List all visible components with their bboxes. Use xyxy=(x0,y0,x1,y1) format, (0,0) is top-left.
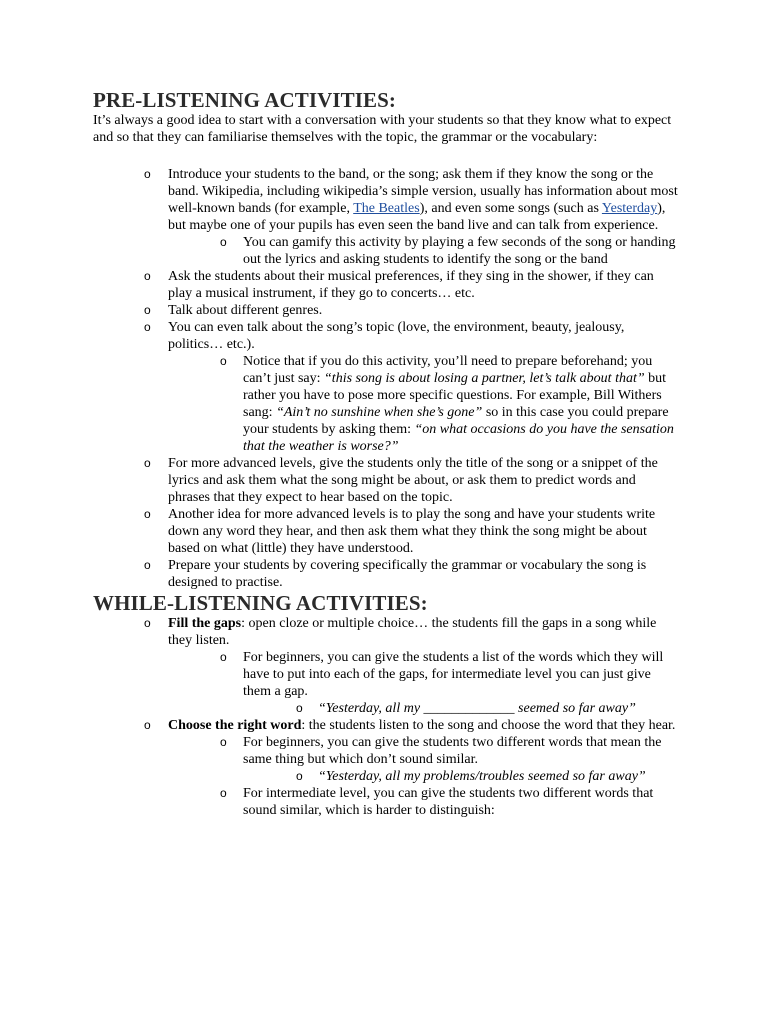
bullet-icon: o xyxy=(144,303,151,317)
list-item xyxy=(93,166,678,268)
sub-list-item-text: For intermediate level, you can give the students two different words that sound similar, which is harder to distinguish: xyxy=(243,786,654,818)
bullet-icon: o xyxy=(296,769,303,783)
bullet-icon: o xyxy=(144,616,151,630)
quote-text: “Ain’t no sunshine when she’s gone” xyxy=(276,405,483,420)
list-item xyxy=(93,717,678,819)
list-item xyxy=(93,268,678,302)
bullet-icon: o xyxy=(144,507,151,521)
bullet-icon: o xyxy=(144,718,151,732)
sub-list-item-text: so in this case you could prepare your students by asking them: xyxy=(243,405,669,437)
pre-listening-list xyxy=(93,166,678,591)
sub-list-item-text: but rather you have to pose more specific questions. For example, Bill Withers sang: xyxy=(243,371,667,420)
list-item-text: You can even talk about the song’s topic (love, the environment, beauty, jealousy, politics… etc.). xyxy=(168,320,625,352)
list-item-text: ), but maybe one of your pupils has even seen the band live and can talk from experience. xyxy=(168,201,666,233)
sub-sub-list-item xyxy=(243,700,678,717)
list-item-text: For more advanced levels, give the students only the title of the song or a snippet of the lyrics and ask them what the song might be about, or ask them to predict words and phrases that they expect to hear based on the topic. xyxy=(168,456,658,505)
bullet-icon: o xyxy=(144,456,151,470)
example-text: “Yesterday, all my _____________ seemed so far away” xyxy=(318,701,636,716)
bullet-icon: o xyxy=(144,167,151,181)
sub-list-item xyxy=(168,353,678,455)
list-item xyxy=(93,319,678,455)
sub-list xyxy=(168,649,678,717)
list-item-text: : open cloze or multiple choice… the students fill the gaps in a song while they listen. xyxy=(168,616,657,648)
sub-sub-list-item xyxy=(243,768,678,785)
sub-sub-list xyxy=(243,768,678,785)
while-listening-list xyxy=(93,615,678,819)
bullet-icon: o xyxy=(144,320,151,334)
bullet-icon: o xyxy=(220,786,227,800)
activity-name: Choose the right word xyxy=(168,718,302,733)
bullet-icon: o xyxy=(144,269,151,283)
list-item-text: Ask the students about their musical preferences, if they sing in the shower, if they can play a musical instrument, if they go to concerts… etc. xyxy=(168,269,654,301)
quote-text: “on what occasions do you have the sensation that the weather is worse?” xyxy=(243,422,674,454)
sub-list xyxy=(168,734,678,819)
bullet-icon: o xyxy=(296,701,303,715)
list-item xyxy=(93,455,678,506)
sub-list-item xyxy=(168,649,678,717)
sub-list-item xyxy=(168,234,678,268)
list-item-text: ), and even some songs (such as xyxy=(419,201,602,216)
link-the-beatles[interactable]: The Beatles xyxy=(353,201,420,216)
sub-sub-list xyxy=(243,700,678,717)
bullet-icon: o xyxy=(220,735,227,749)
list-item xyxy=(93,302,678,319)
sub-list-item-text: Notice that if you do this activity, you’ll need to prepare beforehand; you can’t just say: xyxy=(243,354,653,386)
activity-name: Fill the gaps xyxy=(168,616,242,631)
quote-text: “this song is about losing a partner, let’s talk about that” xyxy=(324,371,645,386)
sub-list-item-text: For beginners, you can give the students a list of the words which they will have to put into each of the gaps, for intermediate level you can just give them a gap. xyxy=(243,650,664,699)
list-item-text: : the students listen to the song and choose the word that they hear. xyxy=(301,718,676,733)
list-item xyxy=(93,506,678,557)
list-item-text: Talk about different genres. xyxy=(168,303,323,318)
bullet-icon: o xyxy=(220,354,227,368)
intro-paragraph: It’s always a good idea to start with a conversation with your students so that they know what to expect and so that they can familiarise themselves with the topic, the grammar or the vocabulary: xyxy=(93,113,672,145)
bullet-icon: o xyxy=(144,558,151,572)
list-item xyxy=(93,615,678,717)
sub-list xyxy=(168,353,678,455)
list-item-text: Introduce your students to the band, or the song; ask them if they know the song or the band. Wikipedia, including wikipedia’s simple version, usually has information about most well-known bands (for example, xyxy=(168,167,678,216)
example-text: “Yesterday, all my problems/troubles seemed so far away” xyxy=(318,769,646,784)
sub-list-item-text: For beginners, you can give the students two different words that mean the same thing but which don’t sound similar. xyxy=(243,735,662,767)
sub-list-item-text: You can gamify this activity by playing a few seconds of the song or handing out the lyrics and asking students to identify the song or the band xyxy=(243,235,676,267)
bullet-icon: o xyxy=(220,650,227,664)
while-listening-heading: WHILE-LISTENING ACTIVITIES: xyxy=(93,591,428,615)
list-item xyxy=(93,557,678,591)
sub-list-item xyxy=(168,785,678,819)
pre-listening-heading: PRE-LISTENING ACTIVITIES: xyxy=(93,88,397,112)
sub-list xyxy=(168,234,678,268)
link-yesterday[interactable]: Yesterday xyxy=(601,201,658,216)
document-page xyxy=(93,88,678,819)
list-item-text: Another idea for more advanced levels is to play the song and have your students write down any word they hear, and then ask them what they think the song might be about based on what (little) they have understood. xyxy=(168,507,656,556)
list-item-text: Prepare your students by covering specifically the grammar or vocabulary the song is designed to practise. xyxy=(168,558,647,590)
sub-list-item xyxy=(168,734,678,785)
bullet-icon: o xyxy=(220,235,227,249)
